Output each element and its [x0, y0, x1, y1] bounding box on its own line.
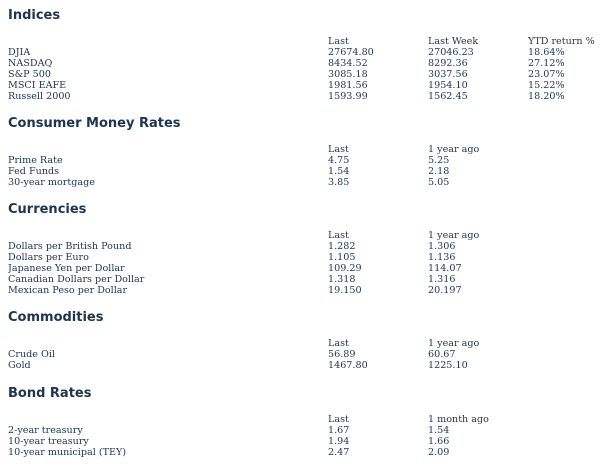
- last-value: 1.282: [328, 241, 356, 252]
- rate-name: 30-year mortgage: [8, 177, 95, 188]
- month-ago-value: 1.66: [428, 436, 450, 447]
- commodities-title: Commodities: [8, 310, 104, 325]
- year-ago-value: 20.197: [428, 285, 462, 296]
- commodity-name: Gold: [8, 360, 31, 371]
- table-row: [8, 80, 598, 91]
- consumer-rates-section: [8, 115, 598, 188]
- one-year-ago-header: 1 year ago: [428, 338, 480, 349]
- commodity-name: Crude Oil: [8, 349, 55, 360]
- ytd-value: 27.12%: [528, 58, 565, 69]
- ytd-value: 18.20%: [528, 91, 565, 102]
- empty-cell: [528, 274, 598, 285]
- currency-name: Dollars per British Pound: [8, 241, 132, 252]
- last-value: 56.89: [328, 349, 356, 360]
- table-row: [8, 274, 598, 285]
- year-ago-value: 60.67: [428, 349, 456, 360]
- table-row: [8, 241, 598, 252]
- table-row: [8, 155, 598, 166]
- year-ago-value: 1225.10: [428, 360, 468, 371]
- one-year-ago-header: 1 year ago: [428, 230, 480, 241]
- row-label-header: [8, 144, 328, 155]
- last-value: 19.150: [328, 285, 362, 296]
- last-header: Last: [328, 36, 349, 47]
- table-row: [8, 69, 598, 80]
- bond-rates-table: [8, 414, 598, 458]
- commodities-table: [8, 338, 598, 371]
- bond-name: 10-year treasury: [8, 436, 89, 447]
- table-row: [8, 425, 598, 436]
- index-name: DJIA: [8, 47, 31, 58]
- last-week-value: 27046.23: [428, 47, 474, 58]
- empty-cell: [528, 285, 598, 296]
- bond-name: 10-year municipal (TEY): [8, 447, 127, 458]
- empty-cell: [528, 447, 598, 458]
- month-ago-value: 1.54: [428, 425, 450, 436]
- year-ago-value: 5.25: [428, 155, 450, 166]
- last-value: 1981.56: [328, 80, 368, 91]
- one-year-ago-header: 1 year ago: [428, 144, 480, 155]
- table-row: [8, 166, 598, 177]
- index-name: Russell 2000: [8, 91, 71, 102]
- last-week-header: Last Week: [428, 36, 479, 47]
- last-value: 4.75: [328, 155, 350, 166]
- last-value: 109.29: [328, 263, 362, 274]
- consumer-rates-table: [8, 144, 598, 188]
- commodities-section: [8, 309, 598, 371]
- consumer-rates-title: Consumer Money Rates: [8, 116, 181, 131]
- last-value: 2.47: [328, 447, 350, 458]
- ytd-return-header: YTD return %: [528, 36, 595, 47]
- currencies-section: [8, 201, 598, 296]
- indices-table: [8, 36, 598, 102]
- currency-name: Canadian Dollars per Dollar: [8, 274, 145, 285]
- year-ago-value: 1.316: [428, 274, 456, 285]
- empty-header: [528, 230, 598, 241]
- last-header: Last: [328, 144, 349, 155]
- last-value: 1.105: [328, 252, 356, 263]
- table-row: [8, 436, 598, 447]
- empty-cell: [528, 241, 598, 252]
- index-name: NASDAQ: [8, 58, 53, 69]
- bond-rates-title: Bond Rates: [8, 386, 92, 401]
- empty-cell: [528, 436, 598, 447]
- month-ago-value: 2.09: [428, 447, 450, 458]
- year-ago-value: 5.05: [428, 177, 450, 188]
- rate-name: Prime Rate: [8, 155, 63, 166]
- empty-cell: [528, 360, 598, 371]
- empty-cell: [528, 263, 598, 274]
- currencies-title: Currencies: [8, 202, 87, 217]
- table-row: [8, 447, 598, 458]
- table-row: [8, 349, 598, 360]
- last-value: 1.67: [328, 425, 350, 436]
- empty-header: [528, 338, 598, 349]
- empty-cell: [528, 349, 598, 360]
- empty-header: [528, 414, 598, 425]
- table-header-row: [8, 230, 598, 241]
- currency-name: Dollars per Euro: [8, 252, 89, 263]
- table-row: [8, 252, 598, 263]
- empty-cell: [528, 425, 598, 436]
- last-value: 3.85: [328, 177, 350, 188]
- year-ago-value: 114.07: [428, 263, 462, 274]
- empty-header: [528, 144, 598, 155]
- table-row: [8, 360, 598, 371]
- row-label-header: [8, 338, 328, 349]
- one-month-ago-header: 1 month ago: [428, 414, 489, 425]
- last-week-value: 8292.36: [428, 58, 468, 69]
- year-ago-value: 1.136: [428, 252, 456, 263]
- table-row: [8, 47, 598, 58]
- last-value: 1467.80: [328, 360, 368, 371]
- last-value: 1.54: [328, 166, 350, 177]
- ytd-value: 18.64%: [528, 47, 565, 58]
- last-header: Last: [328, 230, 349, 241]
- last-header: Last: [328, 414, 349, 425]
- indices-section: [8, 7, 598, 102]
- last-header: Last: [328, 338, 349, 349]
- table-header-row: [8, 338, 598, 349]
- ytd-value: 15.22%: [528, 80, 565, 91]
- index-name: S&P 500: [8, 69, 51, 80]
- row-label-header: [8, 414, 328, 425]
- index-name: MSCI EAFE: [8, 80, 67, 91]
- table-header-row: [8, 144, 598, 155]
- table-header-row: [8, 36, 598, 47]
- bond-name: 2-year treasury: [8, 425, 83, 436]
- ytd-value: 23.07%: [528, 69, 565, 80]
- table-header-row: [8, 414, 598, 425]
- table-row: [8, 285, 598, 296]
- table-row: [8, 177, 598, 188]
- empty-cell: [528, 177, 598, 188]
- row-label-header: [8, 230, 328, 241]
- currency-name: Mexican Peso per Dollar: [8, 285, 128, 296]
- last-week-value: 3037.56: [428, 69, 468, 80]
- last-value: 1.318: [328, 274, 356, 285]
- indices-title: Indices: [8, 8, 61, 23]
- empty-cell: [528, 252, 598, 263]
- table-row: [8, 263, 598, 274]
- last-value: 3085.18: [328, 69, 368, 80]
- currencies-table: [8, 230, 598, 296]
- year-ago-value: 1.306: [428, 241, 456, 252]
- last-value: 1.94: [328, 436, 350, 447]
- year-ago-value: 2.18: [428, 166, 450, 177]
- last-value: 1593.99: [328, 91, 368, 102]
- currency-name: Japanese Yen per Dollar: [8, 263, 125, 274]
- table-row: [8, 58, 598, 69]
- empty-cell: [528, 166, 598, 177]
- last-week-value: 1954.10: [428, 80, 468, 91]
- row-label-header: [8, 36, 328, 47]
- last-week-value: 1562.45: [428, 91, 468, 102]
- last-value: 27674.80: [328, 47, 374, 58]
- empty-cell: [528, 155, 598, 166]
- table-row: [8, 91, 598, 102]
- rate-name: Fed Funds: [8, 166, 60, 177]
- bond-rates-section: [8, 385, 598, 458]
- last-value: 8434.52: [328, 58, 368, 69]
